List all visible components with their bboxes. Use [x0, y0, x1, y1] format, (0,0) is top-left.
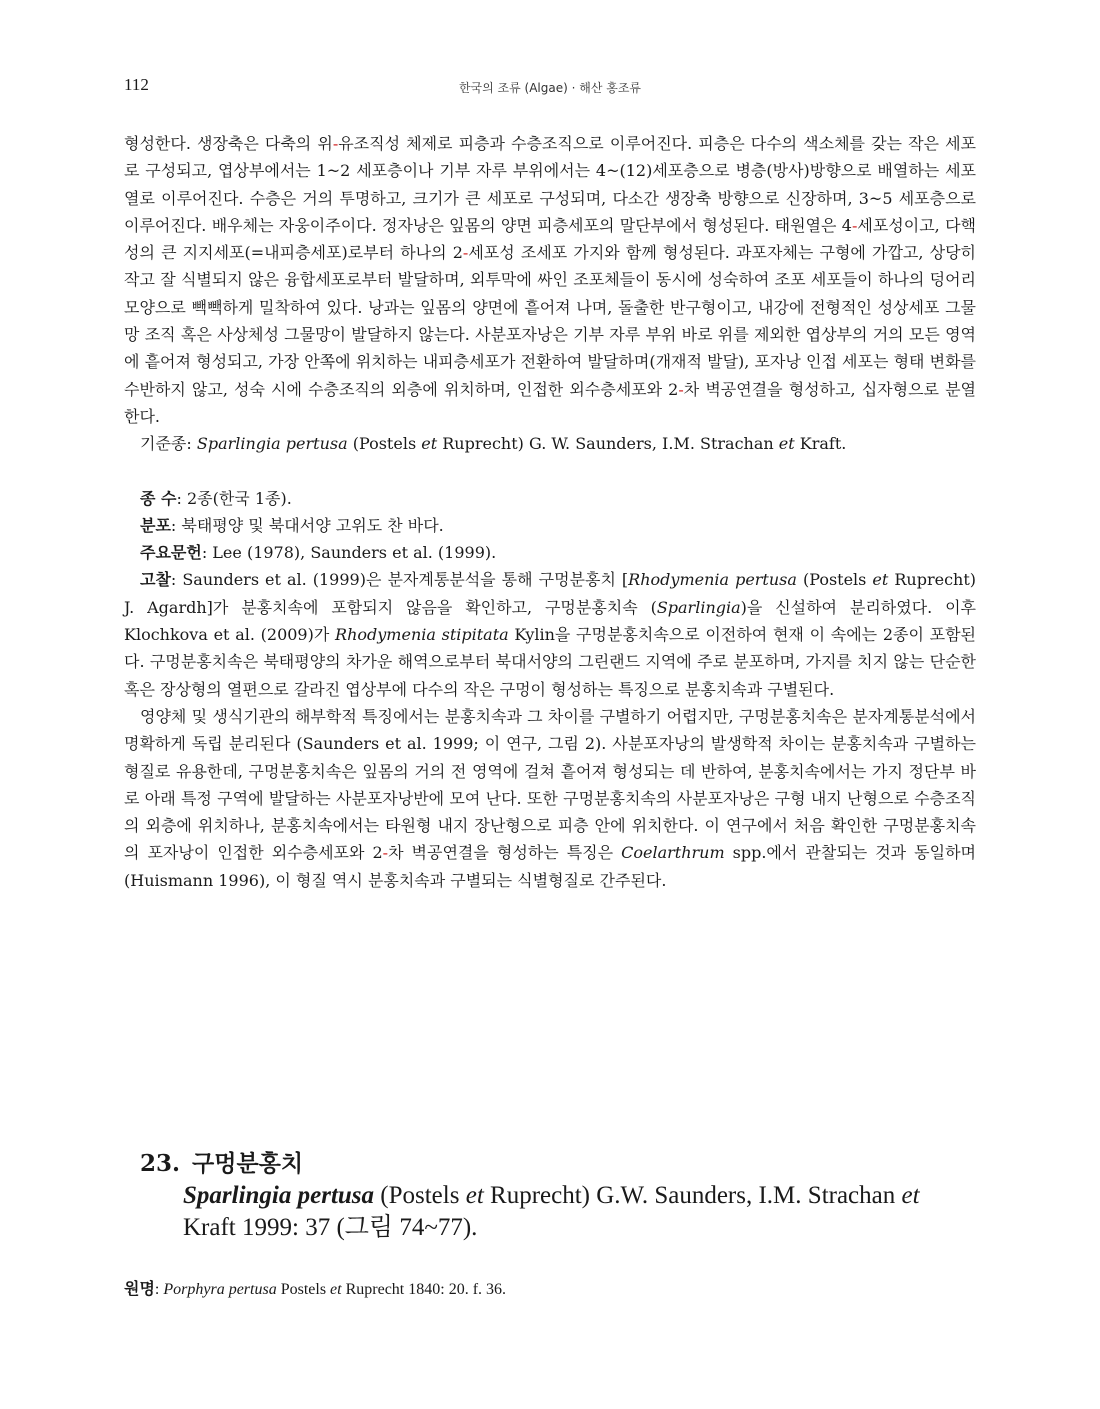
korean-name: 구멍분홍치: [192, 1150, 304, 1177]
references: 주요문헌: Lee (1978), Saunders et al. (1999).: [140, 543, 497, 563]
species-heading: [140, 1148, 1000, 1244]
species-count: 종 수: 2종(한국 1종).: [140, 488, 292, 508]
species-scientific-name: Sparlingia pertusa (Postels et Ruprecht) G.W. Saunders, I.M. Strachan et: [183, 1182, 920, 1209]
running-title: 한국의 조류 (Algae) · 해산 홍조류: [458, 81, 642, 95]
species-number: 23.: [140, 1150, 181, 1177]
original-name: 원명: Porphyra pertusa Postels et Ruprecht 1840: 20. f. 36.: [124, 1279, 507, 1298]
page-number: 112: [124, 75, 149, 94]
remarks-paragraph: 고찰: Saunders et al. (1999)은 분자계통분석을 통해 구멍분홍치 [Rhodymenia pertusa (Postels et Ruprecht) J. Agardh]가 분홍치속에 포함되지 않음을 확인하고, 구멍분홍치속 (Sparlingia)을 신설하여 분리하였다. 이후 Klochkova et al. (2009)가 Rhodymenia stipitata Kylin을 구멍분홍치속으로 이전하여 현재 이 속에는 2종이 포함된다. 구멍분홍치속은 북태평양의 차가운 해역으로부터 북대서양의 그린랜드 지역에 주로 분포하며, 가지를 치지 않는 단순한 혹은 장상형의 열편으로 갈라진 엽상부에 다수의 작은 구멍이 형성하는 특징으로 분홍치속과 구별된다.: [124, 570, 977, 699]
spacer: [124, 458, 976, 485]
distribution: 분포: 북태평양 및 북대서양 고위도 찬 바다.: [140, 515, 444, 535]
type-species: 기준종: Sparlingia pertusa (Postels et Ruprecht) G. W. Saunders, I.M. Strachan et Kraft.: [140, 434, 847, 454]
species-title: [140, 1148, 1000, 1180]
species-authority: Kraft 1999: 37 (그림 74~77).: [183, 1214, 478, 1241]
genus-description: 형성한다. 생장축은 다축의 위-유조직성 체제로 피층과 수층조직으로 이루어진다. 피층은 다수의 색소체를 갖는 작은 세포로 구성되고, 엽상부에서는 1~2 세포층이나 기부 자루 부위에서는 4~(12)세포층으로 병층(방사)방향으로 배열하는 세포열로 이루어진다. 수층은 거의 투명하고, 크기가 큰 세포로 구성되며, 다소간 생장축 방향으로 신장하며, 3~5 세포층으로 이루어진다. 배우체는 자웅이주이다. 정자낭은 잎몸의 양면 피층세포의 말단부에서 형성된다. 태원열은 4-세포성이고, 다핵성의 큰 지지세포(=내피층세포)로부터 하나의 2-세포성 조세포 가지와 함께 형성된다. 과포자체는 구형에 가깝고, 상당히 작고 잘 식별되지 않은 융합세포로부터 발달하며, 외투막에 싸인 조포체들이 동시에 성숙하여 조포 세포들이 하나의 덩어리 모양으로 빽빽하게 밀착하여 있다. 낭과는 잎몸의 양면에 흩어져 나며, 돌출한 반구형이고, 내강에 전형적인 성상세포 그물망 조직 혹은 사상체성 그물망이 발달하지 않는다. 사분포자낭은 기부 자루 부위 바로 위를 제외한 엽상부의 거의 모든 영역에 흩어져 형성되고, 가장 안쪽에 위치하는 내피층세포가 전환하여 발달하며(개재적 발달), 포자낭 인접 세포는 형태 변화를 수반하지 않고, 성숙 시에 수층조직의 외층에 위치하며, 인접한 외수층세포와 2-차 벽공연결을 형성하고, 십자형으로 분열한다.: [124, 134, 976, 426]
body-text: [124, 130, 976, 894]
remarks-paragraph-2: 영양체 및 생식기관의 해부학적 특징에서는 분홍치속과 그 차이를 구별하기 어렵지만, 구멍분홍치속은 분자계통분석에서 명확하게 독립 분리된다 (Saunders et al. 1999; 이 연구, 그림 2). 사분포자낭의 발생학적 차이는 분홍치속과 구별하는 형질로 유용한데, 구멍분홍치속은 잎몸의 거의 전 영역에 걸쳐 흩어져 형성되는 데 반하여, 분홍치속에서는 가지 정단부 바로 아래 특정 구역에 발달하는 사분포자낭반에 모여 난다. 또한 구멍분홍치속의 사분포자낭은 구형 내지 난형으로 수층조직의 외층에 위치하나, 분홍치속에서는 타원형 내지 장난형으로 피층 안에 위치한다. 이 연구에서 처음 확인한 구멍분홍치속의 포자낭이 인접한 외수층세포와 2-차 벽공연결을 형성하는 특징은 Coelarthrum spp.에서 관찰되는 것과 동일하며 (Huismann 1996), 이 형질 역시 분홍치속과 구별되는 식별형질로 간주된다.: [124, 706, 976, 890]
